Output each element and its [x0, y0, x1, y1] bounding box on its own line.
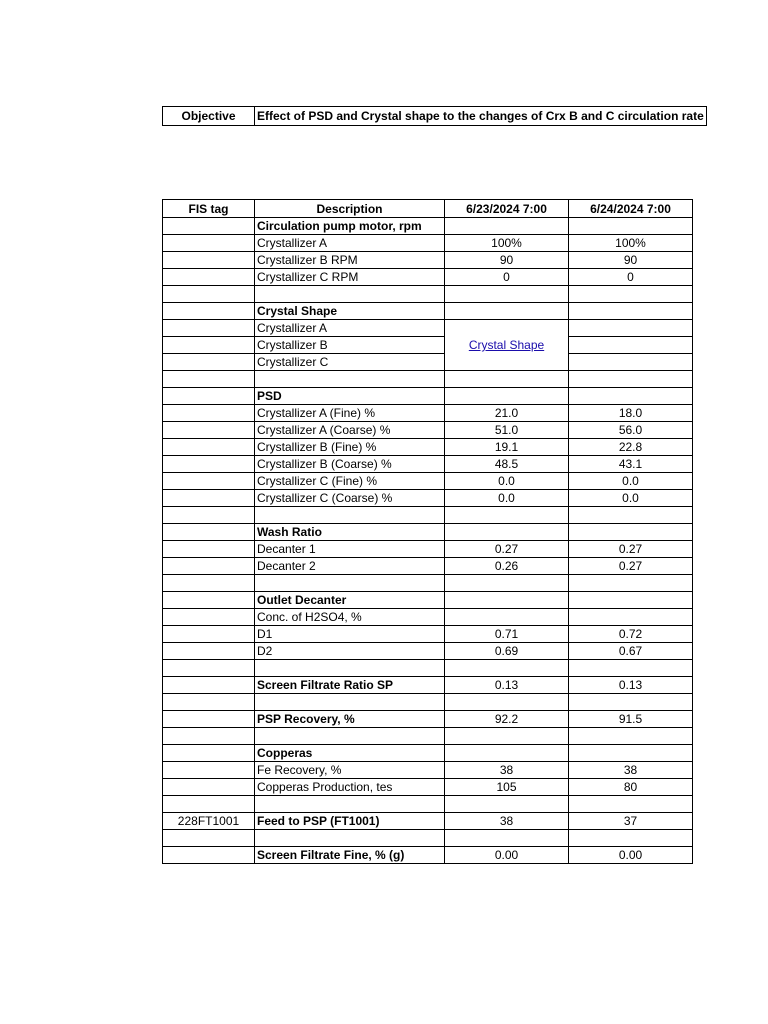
table-row [163, 337, 693, 354]
table-row [163, 643, 693, 660]
description-cell: Copperas Production, tes [255, 779, 445, 796]
value-cell-date-2 [569, 371, 693, 388]
value-cell-date-2: 0.0 [569, 490, 693, 507]
value-cell-date-1 [445, 830, 569, 847]
objective-row [163, 107, 707, 126]
table-row [163, 252, 693, 269]
value-cell-date-2 [569, 388, 693, 405]
value-cell-date-2: 100% [569, 235, 693, 252]
value-cell-date-2: 18.0 [569, 405, 693, 422]
table-row [163, 218, 693, 235]
description-cell: PSD [255, 388, 445, 405]
value-cell-date-1 [445, 371, 569, 388]
value-cell-date-2 [569, 524, 693, 541]
value-cell-date-2 [569, 286, 693, 303]
table-row [163, 320, 693, 337]
value-cell-date-2: 90 [569, 252, 693, 269]
value-cell-date-2 [569, 660, 693, 677]
description-cell: Copperas [255, 745, 445, 762]
fis-tag-cell [163, 507, 255, 524]
objective-table [162, 106, 707, 126]
value-cell-date-2 [569, 507, 693, 524]
description-cell: PSP Recovery, % [255, 711, 445, 728]
description-cell: Crystal Shape [255, 303, 445, 320]
description-cell: Crystallizer C (Coarse) % [255, 490, 445, 507]
description-cell: Feed to PSP (FT1001) [255, 813, 445, 830]
table-row [163, 677, 693, 694]
table-row [163, 592, 693, 609]
fis-tag-cell [163, 745, 255, 762]
table-row [163, 609, 693, 626]
description-cell: Decanter 1 [255, 541, 445, 558]
table-row [163, 490, 693, 507]
table-row [163, 354, 693, 371]
fis-tag-cell [163, 847, 255, 864]
fis-tag-cell [163, 541, 255, 558]
value-cell-date-2 [569, 694, 693, 711]
header-row [163, 200, 693, 218]
value-cell-date-1: 0.27 [445, 541, 569, 558]
table-row [163, 813, 693, 830]
table-body [163, 218, 693, 864]
fis-tag-cell [163, 490, 255, 507]
description-cell: Crystallizer A (Fine) % [255, 405, 445, 422]
value-cell-date-2 [569, 592, 693, 609]
value-cell-date-1 [445, 660, 569, 677]
value-cell-date-2: 0.00 [569, 847, 693, 864]
value-cell-date-1: 0 [445, 269, 569, 286]
table-row [163, 507, 693, 524]
value-cell-date-1: 0.69 [445, 643, 569, 660]
description-cell: Crystallizer C RPM [255, 269, 445, 286]
value-cell-date-2 [569, 218, 693, 235]
fis-tag-cell [163, 762, 255, 779]
value-cell-date-1 [445, 745, 569, 762]
value-cell-date-1 [445, 796, 569, 813]
description-cell: D1 [255, 626, 445, 643]
value-cell-date-2: 0.27 [569, 541, 693, 558]
header-date-1: 6/23/2024 7:00 [445, 200, 569, 218]
fis-tag-cell [163, 286, 255, 303]
fis-tag-cell [163, 609, 255, 626]
fis-tag-cell [163, 303, 255, 320]
crystal-shape-link[interactable]: Crystal Shape [468, 338, 545, 352]
value-cell-date-1: 92.2 [445, 711, 569, 728]
value-cell-date-1: 0.0 [445, 490, 569, 507]
description-cell [255, 694, 445, 711]
fis-tag-cell [163, 830, 255, 847]
value-cell-date-1: 0.0 [445, 473, 569, 490]
value-cell-date-1 [445, 218, 569, 235]
description-cell: Outlet Decanter [255, 592, 445, 609]
value-cell-date-2 [569, 354, 693, 371]
fis-tag-cell [163, 575, 255, 592]
table-row [163, 558, 693, 575]
value-cell-date-1: 48.5 [445, 456, 569, 473]
fis-tag-cell [163, 388, 255, 405]
table-row [163, 405, 693, 422]
value-cell-date-2: 0.0 [569, 473, 693, 490]
fis-tag-cell [163, 252, 255, 269]
value-cell-date-1 [445, 609, 569, 626]
value-cell-date-1 [445, 575, 569, 592]
header-description: Description [255, 200, 445, 218]
value-cell-date-2 [569, 337, 693, 354]
description-cell: Crystallizer C [255, 354, 445, 371]
table-row [163, 745, 693, 762]
description-cell [255, 286, 445, 303]
value-cell-date-1: 21.0 [445, 405, 569, 422]
value-cell-date-2: 0.27 [569, 558, 693, 575]
table-row [163, 422, 693, 439]
value-cell-date-2: 0.13 [569, 677, 693, 694]
value-cell-date-2: 80 [569, 779, 693, 796]
fis-tag-cell: 228FT1001 [163, 813, 255, 830]
header-date-2: 6/24/2024 7:00 [569, 200, 693, 218]
description-cell [255, 507, 445, 524]
value-cell-date-2: 43.1 [569, 456, 693, 473]
fis-tag-cell [163, 371, 255, 388]
fis-tag-cell [163, 728, 255, 745]
objective-text: Effect of PSD and Crystal shape to the changes of Crx B and C circulation rate [255, 107, 707, 126]
data-table [162, 199, 693, 864]
fis-tag-cell [163, 677, 255, 694]
value-cell-date-2 [569, 796, 693, 813]
table-row [163, 371, 693, 388]
description-cell: Crystallizer A [255, 320, 445, 337]
description-cell: Crystallizer A (Coarse) % [255, 422, 445, 439]
header-fis-tag: FIS tag [163, 200, 255, 218]
value-cell-date-1 [445, 728, 569, 745]
value-cell-date-2: 0.72 [569, 626, 693, 643]
description-cell: Screen Filtrate Ratio SP [255, 677, 445, 694]
description-cell: Circulation pump motor, rpm [255, 218, 445, 235]
value-cell-date-1 [445, 524, 569, 541]
description-cell [255, 660, 445, 677]
description-cell [255, 796, 445, 813]
table-row [163, 626, 693, 643]
fis-tag-cell [163, 473, 255, 490]
value-cell-date-1: 90 [445, 252, 569, 269]
table-row [163, 779, 693, 796]
fis-tag-cell [163, 218, 255, 235]
fis-tag-cell [163, 796, 255, 813]
description-cell: Crystallizer B RPM [255, 252, 445, 269]
fis-tag-cell [163, 354, 255, 371]
value-cell-date-1 [445, 388, 569, 405]
fis-tag-cell [163, 320, 255, 337]
table-row [163, 524, 693, 541]
fis-tag-cell [163, 626, 255, 643]
fis-tag-cell [163, 592, 255, 609]
value-cell-date-1 [445, 592, 569, 609]
description-cell: Conc. of H2SO4, % [255, 609, 445, 626]
value-cell-date-1: 0.13 [445, 677, 569, 694]
value-cell-date-1: 105 [445, 779, 569, 796]
description-cell: Wash Ratio [255, 524, 445, 541]
description-cell: Screen Filtrate Fine, % (g) [255, 847, 445, 864]
value-cell-date-2 [569, 320, 693, 337]
description-cell: Crystallizer B (Fine) % [255, 439, 445, 456]
value-cell-date-1 [445, 286, 569, 303]
table-row [163, 728, 693, 745]
crystal-shape-cell [445, 320, 569, 371]
fis-tag-cell [163, 422, 255, 439]
description-cell: Crystallizer B [255, 337, 445, 354]
description-cell [255, 371, 445, 388]
value-cell-date-2 [569, 303, 693, 320]
value-cell-date-1: 0.71 [445, 626, 569, 643]
table-row [163, 796, 693, 813]
table-row [163, 762, 693, 779]
table-row [163, 575, 693, 592]
description-cell: Crystallizer C (Fine) % [255, 473, 445, 490]
table-row [163, 439, 693, 456]
description-cell: Crystallizer B (Coarse) % [255, 456, 445, 473]
value-cell-date-2: 0.67 [569, 643, 693, 660]
value-cell-date-1: 51.0 [445, 422, 569, 439]
value-cell-date-2 [569, 609, 693, 626]
table-row [163, 830, 693, 847]
value-cell-date-2: 0 [569, 269, 693, 286]
table-row [163, 286, 693, 303]
table-row [163, 388, 693, 405]
table-row [163, 847, 693, 864]
value-cell-date-2: 37 [569, 813, 693, 830]
value-cell-date-1: 0.00 [445, 847, 569, 864]
fis-tag-cell [163, 558, 255, 575]
fis-tag-cell [163, 405, 255, 422]
value-cell-date-1 [445, 694, 569, 711]
value-cell-date-2 [569, 575, 693, 592]
value-cell-date-2: 22.8 [569, 439, 693, 456]
objective-label: Objective [163, 107, 255, 126]
table-row [163, 541, 693, 558]
value-cell-date-2: 56.0 [569, 422, 693, 439]
value-cell-date-1 [445, 507, 569, 524]
fis-tag-cell [163, 694, 255, 711]
description-cell: Decanter 2 [255, 558, 445, 575]
value-cell-date-2: 38 [569, 762, 693, 779]
table-row [163, 235, 693, 252]
description-cell: D2 [255, 643, 445, 660]
description-cell [255, 728, 445, 745]
fis-tag-cell [163, 337, 255, 354]
fis-tag-cell [163, 269, 255, 286]
table-row [163, 473, 693, 490]
fis-tag-cell [163, 456, 255, 473]
value-cell-date-1: 100% [445, 235, 569, 252]
value-cell-date-1: 0.26 [445, 558, 569, 575]
value-cell-date-1: 38 [445, 813, 569, 830]
description-cell: Crystallizer A [255, 235, 445, 252]
table-row [163, 303, 693, 320]
value-cell-date-1: 19.1 [445, 439, 569, 456]
table-row [163, 269, 693, 286]
table-row [163, 456, 693, 473]
fis-tag-cell [163, 235, 255, 252]
fis-tag-cell [163, 643, 255, 660]
description-cell [255, 830, 445, 847]
fis-tag-cell [163, 660, 255, 677]
value-cell-date-2 [569, 745, 693, 762]
fis-tag-cell [163, 439, 255, 456]
value-cell-date-2 [569, 830, 693, 847]
value-cell-date-2: 91.5 [569, 711, 693, 728]
description-cell [255, 575, 445, 592]
fis-tag-cell [163, 711, 255, 728]
table-row [163, 660, 693, 677]
table-row [163, 711, 693, 728]
value-cell-date-2 [569, 728, 693, 745]
fis-tag-cell [163, 779, 255, 796]
value-cell-date-1 [445, 303, 569, 320]
fis-tag-cell [163, 524, 255, 541]
description-cell: Fe Recovery, % [255, 762, 445, 779]
value-cell-date-1: 38 [445, 762, 569, 779]
table-row [163, 694, 693, 711]
